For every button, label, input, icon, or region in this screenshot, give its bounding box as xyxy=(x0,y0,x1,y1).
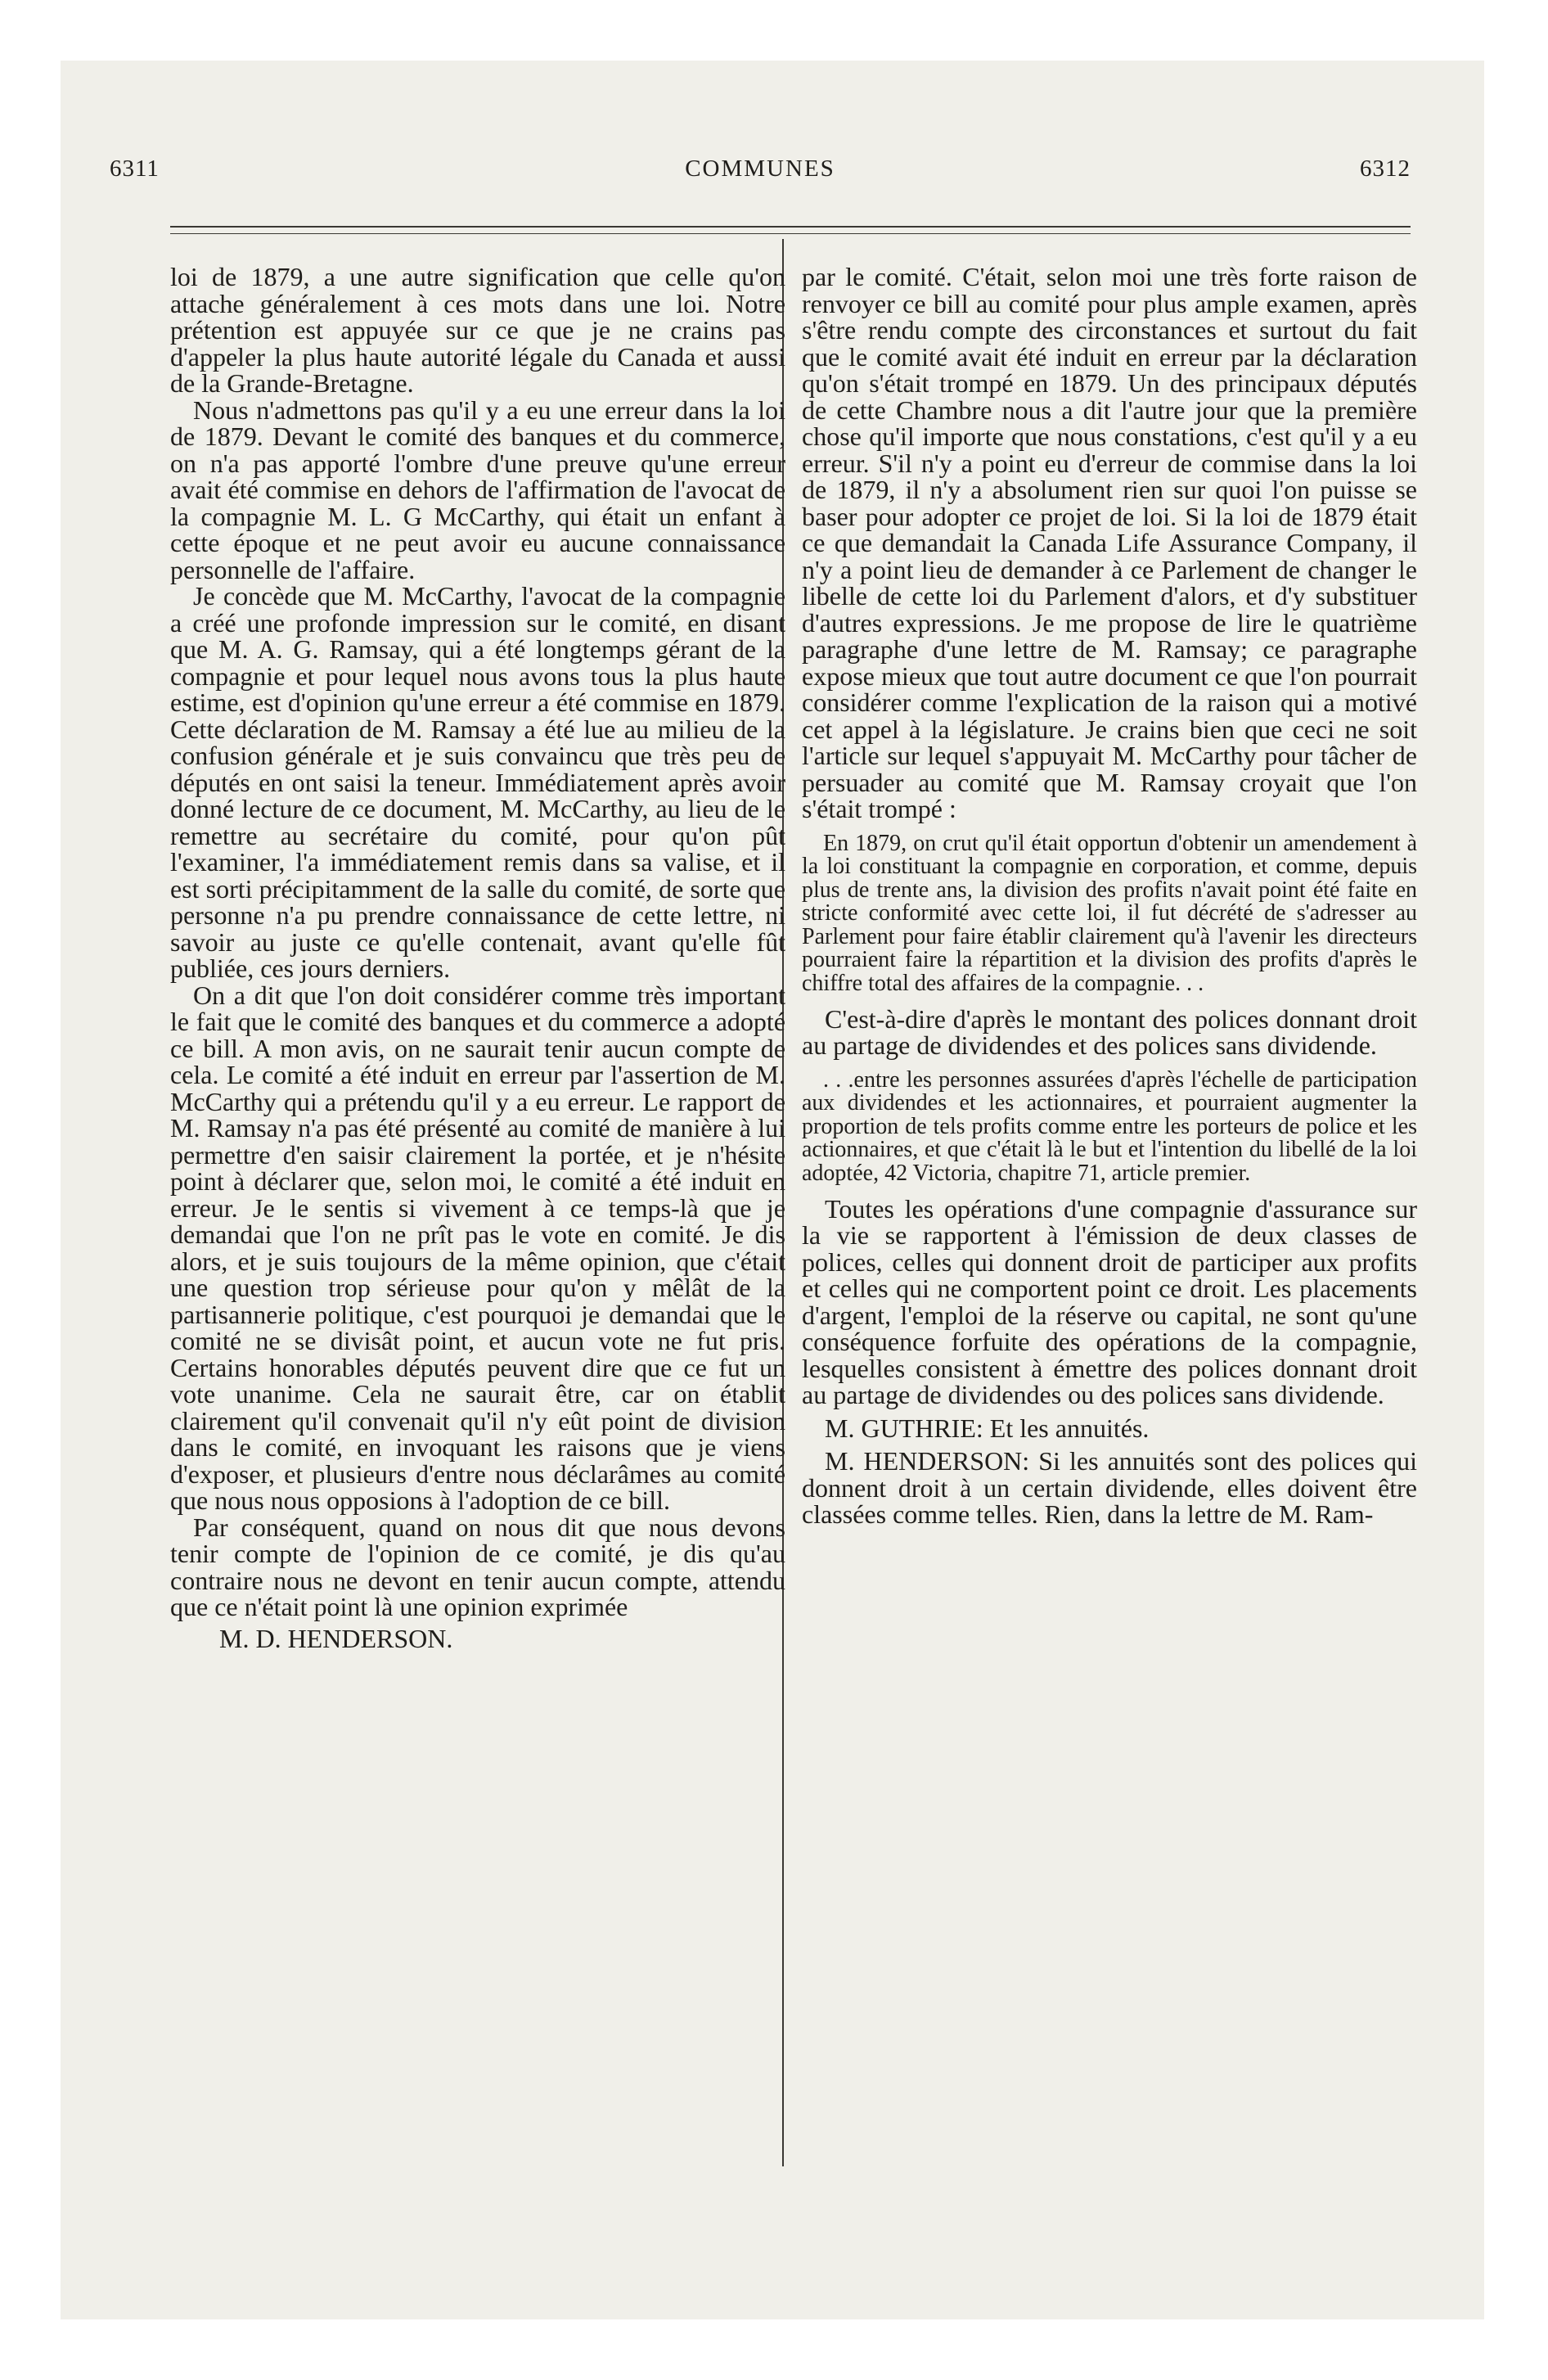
speaker-signature: M. D. HENDERSON. xyxy=(219,1623,453,1653)
paragraph: Toutes les opérations d'une compagnie d'assurance sur la vie se rapportent à l'émission de deux classes de polices, celles qui donnent droit de participer aux profits et celles qui ne comportent point ce droit. Les placements d'argent, l'emploi de la réserve ou capital, ne sont qu'une conséquence forfuite des opérations de la compagnie, lesquelles consistent à émettre des polices donnant droit au partage de dividendes ou des polices sans dividende. xyxy=(802,1193,1417,1410)
paragraph: C'est-à-dire d'après le montant des polices donnant droit au partage de dividendes et des polices sans dividende. xyxy=(802,1003,1417,1061)
header-rule-thin xyxy=(170,233,1411,234)
paragraph: Par conséquent, quand on nous dit que nous devons tenir compte de l'opinion de ce comité, je dis qu'au contraire nous ne devont en tenir aucun compte, attendu que ce n'était point là une opinion exprimée xyxy=(170,1512,785,1621)
header-rule-thick xyxy=(170,226,1411,228)
page-header xyxy=(110,156,1411,188)
speaker-guthrie: M. GUTHRIE: Et les annuités. xyxy=(825,1413,1150,1443)
left-column xyxy=(170,264,785,1652)
running-title: COMMUNES xyxy=(685,156,835,182)
quoted-letter-excerpt: . . .entre les personnes assurées d'après l'échelle de participation aux dividendes et les actionnaires, et pourraient augmenter la proportion de tels profits comme entre les porteurs de police et les actionnaires, et que c'était là le but et l'intention du libellé de la loi adoptée, 42 Victoria, chapitre 71, article premier. xyxy=(802,1066,1417,1187)
speaker-henderson: M. HENDERSON: Si les annuités sont des polices qui donnent droit à un certain dividende, elles doivent être classées comme telles. Rien, dans la lettre de M. Ram- xyxy=(802,1446,1417,1530)
paragraph: On a dit que l'on doit considérer comme très important le fait que le comité des banques et du commerce a adopté ce bill. A mon avis, on ne saurait tenir aucun compte de cela. Le comité a été induit en erreur par l'assertion de M. McCarthy qui a prétendu qu'il y a eu erreur. Le rapport de M. Ramsay n'a pas été présenté au comité de manière à lui permettre d'en saisir clairement la portée, et je n'hésite point à déclarer que, selon moi, le comité a été induit en erreur. Je le sentis si vivement à ce temps-là que je demandai que l'on ne prît pas le vote en comité. Je dis alors, et je suis toujours de la même opinion, que c'était une question trop sérieuse pour qu'on y mêlât de la partisannerie politique, c'est pourquoi je demandai que le comité ne se divisât point, et aucun vote ne fut pris. Certains honorables députés peuvent dire que ce fut un vote unanime. Cela ne saurait être, car on établit clairement qu'il convenait qu'il n'y eût point de division dans le comité, en invoquant les raisons que je viens d'exposer, et plusieurs d'entre nous déclarâmes au comité que nous nous opposions à l'adoption de ce bill. xyxy=(170,980,785,1515)
paragraph: par le comité. C'était, selon moi une très forte raison de renvoyer ce bill au comité pour plus ample examen, après s'être rendu compte des circonstances et surtout du fait que le comité avait été induit en erreur par la déclaration qu'on s'était trompé en 1879. Un des principaux députés de cette Chambre nous a dit l'autre jour que la première chose qu'il importe que nous constations, c'est qu'il y a eu erreur. S'il n'y a point eu d'erreur de commise dans la loi de 1879, il n'y a absolument rien sur quoi l'on puisse se baser pour adopter ce projet de loi. Si la loi de 1879 était ce que demandait la Canada Life Assurance Company, il n'y a point lieu de demander à ce Parlement de changer le libelle de cette loi du Parlement d'alors, et d'y substituer d'autres expressions. Je me propose de lire le quatrième paragraphe d'une lettre de M. Ramsay; ce paragraphe expose mieux que tout autre document ce que l'on pourrait considérer comme l'explication de la raison qui a motivé cet appel à la législature. Je crains bien que ceci ne soit l'article sur lequel s'appuyait M. McCarthy pour tâcher de persuader au comité que M. Ramsay croyait que l'on s'était trompé : xyxy=(802,262,1417,823)
right-column xyxy=(802,264,1417,1528)
quoted-letter-excerpt: En 1879, on crut qu'il était opportun d'obtenir un amendement à la loi constituant la compagnie en corporation, et comme, depuis plus de trente ans, la division des profits n'avait point été faite en stricte conformité avec cette loi, il fut décrété de s'adresser au Parlement pour faire établir clairement qu'à l'avenir les directeurs pourraient faire la répartition et la division des profits d'après le chiffre total des affaires de la compagnie. . . xyxy=(802,830,1417,997)
paragraph: Nous n'admettons pas qu'il y a eu une erreur dans la loi de 1879. Devant le comité des banques et du commerce, on n'a pas apporté l'ombre d'une preuve qu'une erreur avait été commise en dehors de l'affirmation de l'avocat de la compagnie M. L. G McCarthy, qui était un enfant à cette époque et ne peut avoir eu aucune connaissance personnelle de l'affaire. xyxy=(170,394,785,584)
paragraph: Je concède que M. McCarthy, l'avocat de la compagnie a créé une profonde impression sur le comité, en disant que M. A. G. Ramsay, qui a été longtemps gérant de la compagnie et pour lequel nous avons tous la plus haute estime, est d'opinion qu'une erreur a été commise en 1879. Cette déclaration de M. Ramsay a été lue au milieu de la confusion générale et je suis convaincu que très peu de députés en ont saisi la teneur. Immédiatement après avoir donné lecture de ce document, M. McCarthy, au lieu de le remettre au secrétaire du comité, pour qu'on pût l'examiner, l'a immédiatement remis dans sa valise, et il est sorti précipitamment de la salle du comité, de sorte que personne n'a pu prendre connaissance de cette lettre, ni savoir au juste ce qu'elle contenait, avant qu'elle fût publiée, ces jours derniers. xyxy=(170,581,785,983)
page-number-right: 6312 xyxy=(1360,156,1411,182)
page-number-left: 6311 xyxy=(110,156,160,182)
paragraph: loi de 1879, a une autre signification que celle qu'on attache généralement à ces mots dans une loi. Notre prétention est appuyée sur ce que je ne crains pas d'appeler la plus haute autorité légale du Canada et aussi de la Grande-Bretagne. xyxy=(170,262,785,398)
